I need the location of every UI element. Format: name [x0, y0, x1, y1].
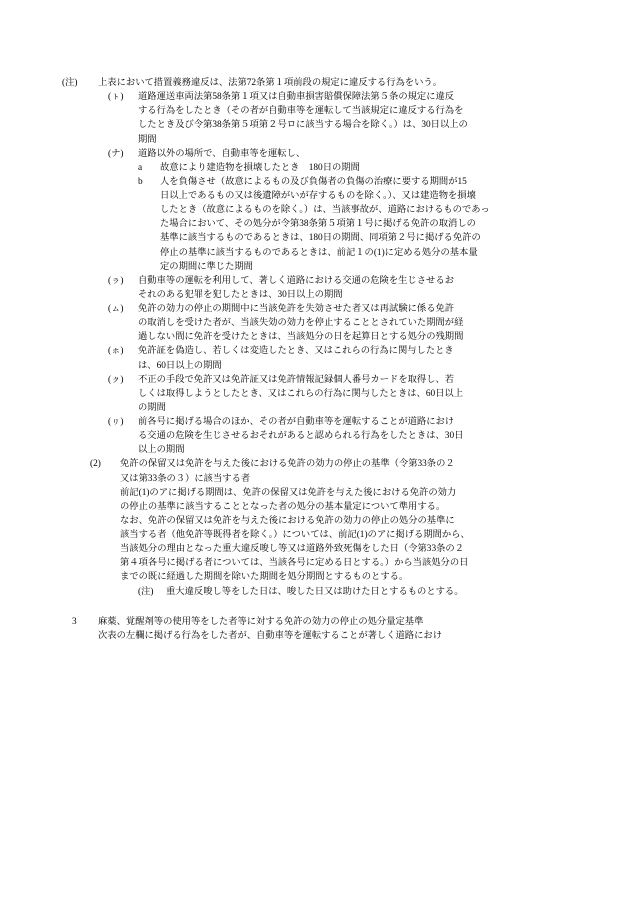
section-3-marker: 3 [72, 616, 77, 627]
list-item [108, 415, 572, 457]
list-item-body [138, 274, 572, 302]
sub-list-item [138, 175, 572, 274]
note-block [62, 76, 572, 90]
list-item [108, 90, 572, 147]
line: 道路以外の場所で、自動車等を運転し、 [138, 148, 306, 159]
line: は、60日以上の期間 [138, 360, 222, 371]
list-item-marker: (ㇻ) [108, 275, 124, 286]
line: た場合において、その処分が令第38条第５項第１号に掲げる免許の取消しの [160, 219, 476, 230]
line: 不正の手段で免許又は免許証又は免許情報記録個人番号カードを取得し、若 [138, 374, 455, 385]
section-2-heading [120, 457, 572, 485]
line: 故意により建造物を損壊したとき 180日の期間 [160, 162, 360, 173]
sub-list-item [138, 161, 572, 175]
line: 期間 [138, 134, 157, 145]
line: 日以上であるもの又は後遺障がいが存するものを除く。）、又は建造物を損壊 [160, 191, 476, 201]
line: したとき及び令第38条第５項第２号ロに該当する場合を除く。）は、30日以上の [138, 120, 468, 131]
line: 免許の効力の停止の期間中に当該免許を失効させた者又は再試験に係る免許 [138, 304, 455, 314]
line: 前各号に掲げる場合のほか、その者が自動車等を運転することが道路におけ [138, 417, 455, 427]
list-item-body [138, 302, 572, 344]
list-item [108, 302, 572, 344]
line: 免許の保留又は免許を与えた後における免許の効力の停止の基準（令第33条の２ [120, 459, 455, 470]
line: 第４項各号に掲げる者については、当該各号に定める日とする。）から当該処分の日 [120, 558, 469, 569]
line: したとき（故意によるものを除く。）は、当該事故が、道路におけるものであっ [160, 205, 490, 216]
section-3-heading: 麻薬、覚醒剤等の使用等をした者等に対する免許の効力の停止の処分量定基準 [98, 616, 424, 627]
line: 免許証を偽造し、若しくは変造したとき、又はこれらの行為に関与したとき [138, 346, 454, 357]
list-item-marker: (ㇰ) [108, 374, 124, 385]
line: る交通の危険を生じさせるおそれがあると認められる行為をしたときは、30日 [138, 431, 464, 442]
line: の取消しを受けた者が、当該失効の効力を停止することとされていた期間が経 [138, 318, 464, 329]
line: 基準に該当するものであるときは、180日の期間、同項第２号に掲げる免許の [160, 233, 481, 244]
list-item-body [138, 90, 572, 147]
section-2-marker: (2) [90, 459, 101, 470]
list-item-marker: (ナ) [108, 148, 124, 159]
line: の期間 [138, 402, 166, 413]
section-3-paragraph [98, 629, 572, 643]
line: 当該処分の理由となった重大違反唆し等又は道路外致死傷をした日（令第33条の２ [120, 544, 464, 555]
line: する行為をしたとき（その者が自動車等を運転して当該規定に違反する行為を [138, 106, 464, 117]
list-item-body [138, 344, 572, 372]
sub-list-item-body [160, 175, 572, 274]
list-item [108, 344, 572, 372]
list-item-marker: (ㇼ) [108, 417, 124, 427]
section-3 [72, 615, 572, 629]
list-item-body [138, 147, 572, 161]
line: の停止の基準に該当することとなった者の処分の基本量定について準用する。 [120, 501, 446, 512]
line: 停止の基準に該当するものであるときは、前記１の(1)に定める処分の基本量 [160, 247, 478, 258]
line: 前記(1)のアに掲げる期間は、免許の保留又は免許を与えた後における免許の効力 [120, 487, 457, 498]
list-item [108, 373, 572, 415]
line: 人を負傷させ（故意によるもの及び負傷者の負傷の治療に要する期間が15 [160, 176, 467, 187]
line: までの既に経過した期間を除いた期間を処分期間とするものとする。 [120, 572, 409, 583]
line: 自動車等の運転を利用して、著しく道路における交通の危険を生じさせるお [138, 275, 454, 286]
sub-list-item-marker: a [138, 162, 143, 173]
list-item-body [138, 373, 572, 415]
line: 以上の期間 [138, 445, 185, 456]
note-marker: (注) [62, 78, 78, 88]
list-item-marker: (ㇺ) [108, 304, 124, 314]
sub-list-item-marker: b [138, 176, 143, 187]
footnote-marker: (注) [138, 586, 154, 597]
line: なお、免許の保留又は免許を与えた後における免許の効力の停止の処分の基準に [120, 515, 455, 526]
list-item-marker: (ㇹ) [108, 346, 124, 357]
line: しくは取得しようとしたとき、又はこれらの行為に関与したときは、60日以上 [138, 388, 464, 399]
note-text: 上表において措置義務違反は、法第72条第１項前段の規定に違反する行為をいう。 [98, 78, 442, 88]
list-item [108, 274, 572, 302]
line: それのある犯罪を犯したときは、30日以上の期間 [138, 289, 343, 300]
section-2 [90, 457, 572, 485]
line: 該当する者（他免許等既得者を除く。）については、前記(1)のアに掲げる期間から、 [120, 530, 470, 540]
list-item-marker: (ㇳ) [108, 92, 124, 103]
section-2-footnote [138, 585, 572, 599]
footnote-text: 重大違反唆し等をした日は、唆した日又は助けた日とするものとする。 [166, 586, 464, 597]
list-item-body [138, 415, 572, 457]
document-body [62, 76, 572, 643]
line: 道路運送車両法第58条第１項又は自動車損害賠償保障法第５条の規定に違反 [138, 92, 455, 103]
line: 次表の左欄に掲げる行為をした者が、自動車等を運転することが著しく道路におけ [98, 630, 442, 641]
line: 過しない間に免許を受けたときは、当該処分の日を起算日とする処分の残期間 [138, 332, 464, 343]
section-2-paragraph [120, 486, 572, 514]
list-item [108, 147, 572, 161]
section-2-paragraph [120, 514, 572, 585]
sub-list-item-body [160, 161, 572, 175]
line: 又は第33条の３）に該当する者 [120, 473, 251, 484]
line: 定の期間に準じた期間 [160, 261, 253, 272]
